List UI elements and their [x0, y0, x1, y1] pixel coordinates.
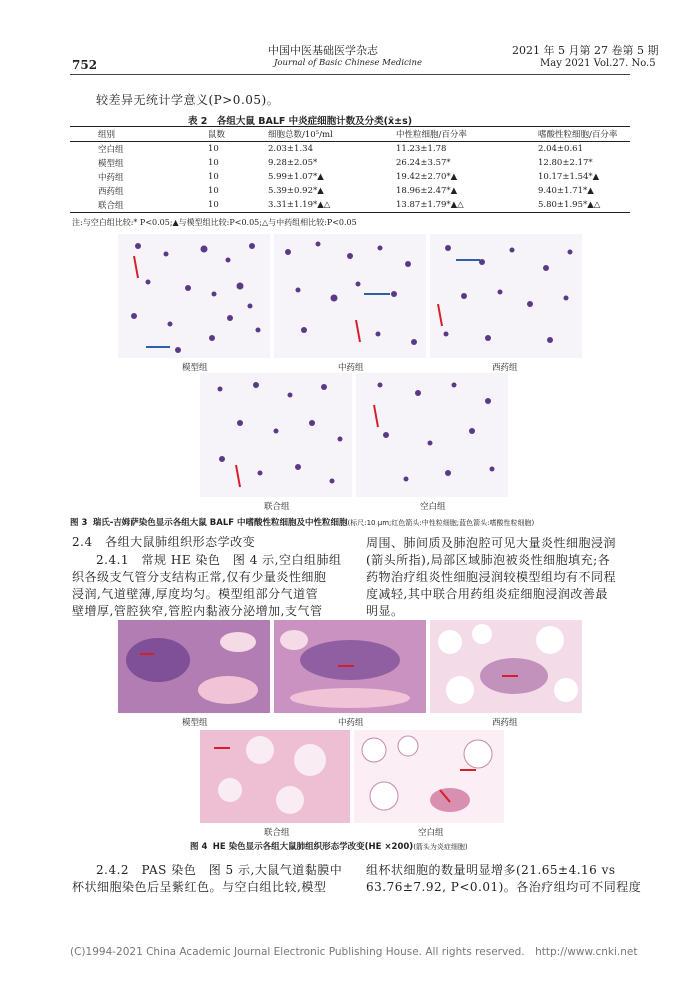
panel-label: 联合组	[264, 828, 290, 838]
table-cell: 中药组	[98, 173, 124, 183]
table-cell: 12.80±2.17*	[538, 158, 593, 168]
para-line: 药物治疗组炎性细胞浸润较模型组均有不同程	[366, 570, 617, 584]
copyright-footer: (C)1994-2021 China Academic Journal Electronic Publishing House. All rights reserved. http://www.cnki.net	[70, 946, 638, 958]
he-tissue	[354, 730, 504, 823]
table-cell: 26.24±3.57*	[396, 158, 451, 168]
table-row	[70, 156, 630, 170]
table-header-row	[70, 127, 630, 142]
micrograph-model	[118, 234, 270, 358]
para-line: 度减轻,其中联合用药组炎症细胞浸润改善最	[366, 587, 608, 601]
journal-title-en: Journal of Basic Chinese Medicine	[274, 58, 423, 68]
table-cell: 10	[208, 158, 219, 168]
figure4-label: 图 4	[190, 842, 208, 852]
intro-line: 较差异无统计学意义(P>0.05)。	[96, 93, 280, 107]
panel-label: 空白组	[420, 502, 446, 512]
panel-label: 空白组	[418, 828, 444, 838]
table-header-cell: 细胞总数/10⁵/ml	[268, 130, 333, 140]
stained-cells	[356, 373, 508, 497]
panel-label: 模型组	[182, 363, 208, 373]
para-line: 63.76±7.92, P<0.01)。各治疗组均可不同程度	[366, 880, 642, 894]
para-line: 周围、肺间质及肺泡腔可见大量炎性细胞浸润	[366, 536, 617, 550]
table-row	[70, 142, 630, 157]
table-cell: 10.17±1.54*▲	[538, 172, 600, 182]
panel-label: 西药组	[492, 718, 518, 728]
table-cell: 空白组	[98, 145, 124, 155]
para-line: 组杯状细胞的数量明显增多(21.65±4.16 vs	[366, 863, 616, 877]
he-tissue	[274, 620, 426, 713]
table-cell: 9.28±2.05*	[268, 158, 318, 168]
micrograph-tcm	[274, 234, 426, 358]
section-heading: 2.4 各组大鼠肺组织形态学改变	[72, 535, 256, 549]
table-cell: 西药组	[98, 187, 124, 197]
table-cell: 10	[208, 172, 219, 182]
table-header-cell: 鼠数	[208, 130, 226, 140]
he-tissue	[430, 620, 582, 713]
table-cell: 5.99±1.07*▲	[268, 172, 324, 182]
issue-info-en: May 2021 Vol.27. No.5	[540, 58, 656, 69]
table-header-cell: 中性粒细胞/百分率	[396, 130, 467, 140]
para-line: 明显。	[366, 604, 404, 618]
he-micrograph-blank	[354, 730, 504, 823]
table-cell: 11.23±1.78	[396, 144, 447, 154]
figure4-note: (箭头为炎症细胞)	[413, 843, 468, 851]
he-micrograph-wm	[430, 620, 582, 713]
inflammation-cell-table	[70, 126, 630, 213]
header-rule	[70, 74, 630, 75]
he-micrograph-tcm	[274, 620, 426, 713]
para-line: 织各级支气管分支结构正常,仅有少量炎性细胞	[72, 570, 327, 584]
table-header-cell: 组别	[98, 130, 116, 140]
table-note: 注:与空白组比较:* P<0.05;▲与模型组比较:P<0.05;△与中药组相比较:P<0.05	[72, 218, 357, 227]
para-line: 2.4.2 PAS 染色 图 5 示,大鼠气道黏膜中	[96, 863, 343, 877]
stained-cells	[430, 234, 582, 358]
table-cell: 9.40±1.71*▲	[538, 186, 594, 196]
para-line: 浸润,气道壁薄,厚度均匀。模型组部分气道管	[72, 587, 319, 601]
micrograph-blank	[356, 373, 508, 497]
stained-cells	[274, 234, 426, 358]
figure3-caption	[70, 516, 534, 528]
panel-label: 中药组	[338, 718, 364, 728]
he-micrograph-combined	[200, 730, 350, 823]
table-row	[70, 198, 630, 213]
table-cell: 3.31±1.19*▲△	[268, 200, 331, 210]
panel-label: 西药组	[492, 363, 518, 373]
table-cell: 2.04±0.61	[538, 144, 583, 154]
figure3-note: (标尺:10 μm;红色箭头:中性粒细胞;蓝色箭头:嗜酸性粒细胞)	[347, 519, 535, 527]
table-cell: 10	[208, 186, 219, 196]
table-cell: 2.03±1.34	[268, 144, 313, 154]
table-cell: 5.80±1.95*▲△	[538, 200, 601, 210]
he-tissue	[118, 620, 270, 713]
para-line: 壁增厚,管腔狭窄,管腔内黏液分泌增加,支气管	[72, 604, 323, 618]
table-header-cell: 嗜酸性粒细胞/百分率	[538, 130, 618, 140]
journal-title-cn: 中国中医基础医学杂志	[268, 44, 378, 57]
micrograph-wm	[430, 234, 582, 358]
he-micrograph-model	[118, 620, 270, 713]
para-line: 2.4.1 常规 HE 染色 图 4 示,空白组肺组	[96, 553, 342, 567]
table-title: 表 2 各组大鼠 BALF 中炎症细胞计数及分类(x̄±s)	[188, 116, 413, 127]
stained-cells	[118, 234, 270, 358]
page-number: 752	[72, 58, 98, 72]
figure4-caption	[190, 840, 468, 852]
panel-label: 联合组	[264, 502, 290, 512]
table-cell: 模型组	[98, 159, 124, 169]
stained-cells	[200, 373, 352, 497]
table-row	[70, 184, 630, 198]
table-cell: 10	[208, 144, 219, 154]
figure3-label: 图 3	[70, 518, 88, 528]
table-cell: 13.87±1.79*▲△	[396, 200, 464, 210]
para-line: 杯状细胞染色后呈紫红色。与空白组比较,模型	[72, 880, 327, 894]
table-row	[70, 170, 630, 184]
para-line: (箭头所指),局部区域肺泡被炎性细胞填充;各	[366, 553, 611, 567]
panel-label: 中药组	[338, 363, 364, 373]
figure3-title: 瑞氏-吉姆萨染色显示各组大鼠 BALF 中嗜酸性粒细胞及中性粒细胞	[92, 518, 348, 528]
table-cell: 10	[208, 200, 219, 210]
issue-info-cn: 2021 年 5 月第 27 卷第 5 期	[512, 44, 659, 57]
table-cell: 5.39±0.92*▲	[268, 186, 324, 196]
panel-label: 模型组	[182, 718, 208, 728]
figure4-title: HE 染色显示各组大鼠肺组织形态学改变(HE ×200)	[212, 842, 414, 852]
table-cell: 19.42±2.70*▲	[396, 172, 458, 182]
table-cell: 18.96±2.47*▲	[396, 186, 458, 196]
micrograph-combined	[200, 373, 352, 497]
he-tissue	[200, 730, 350, 823]
table-cell: 联合组	[98, 201, 124, 211]
